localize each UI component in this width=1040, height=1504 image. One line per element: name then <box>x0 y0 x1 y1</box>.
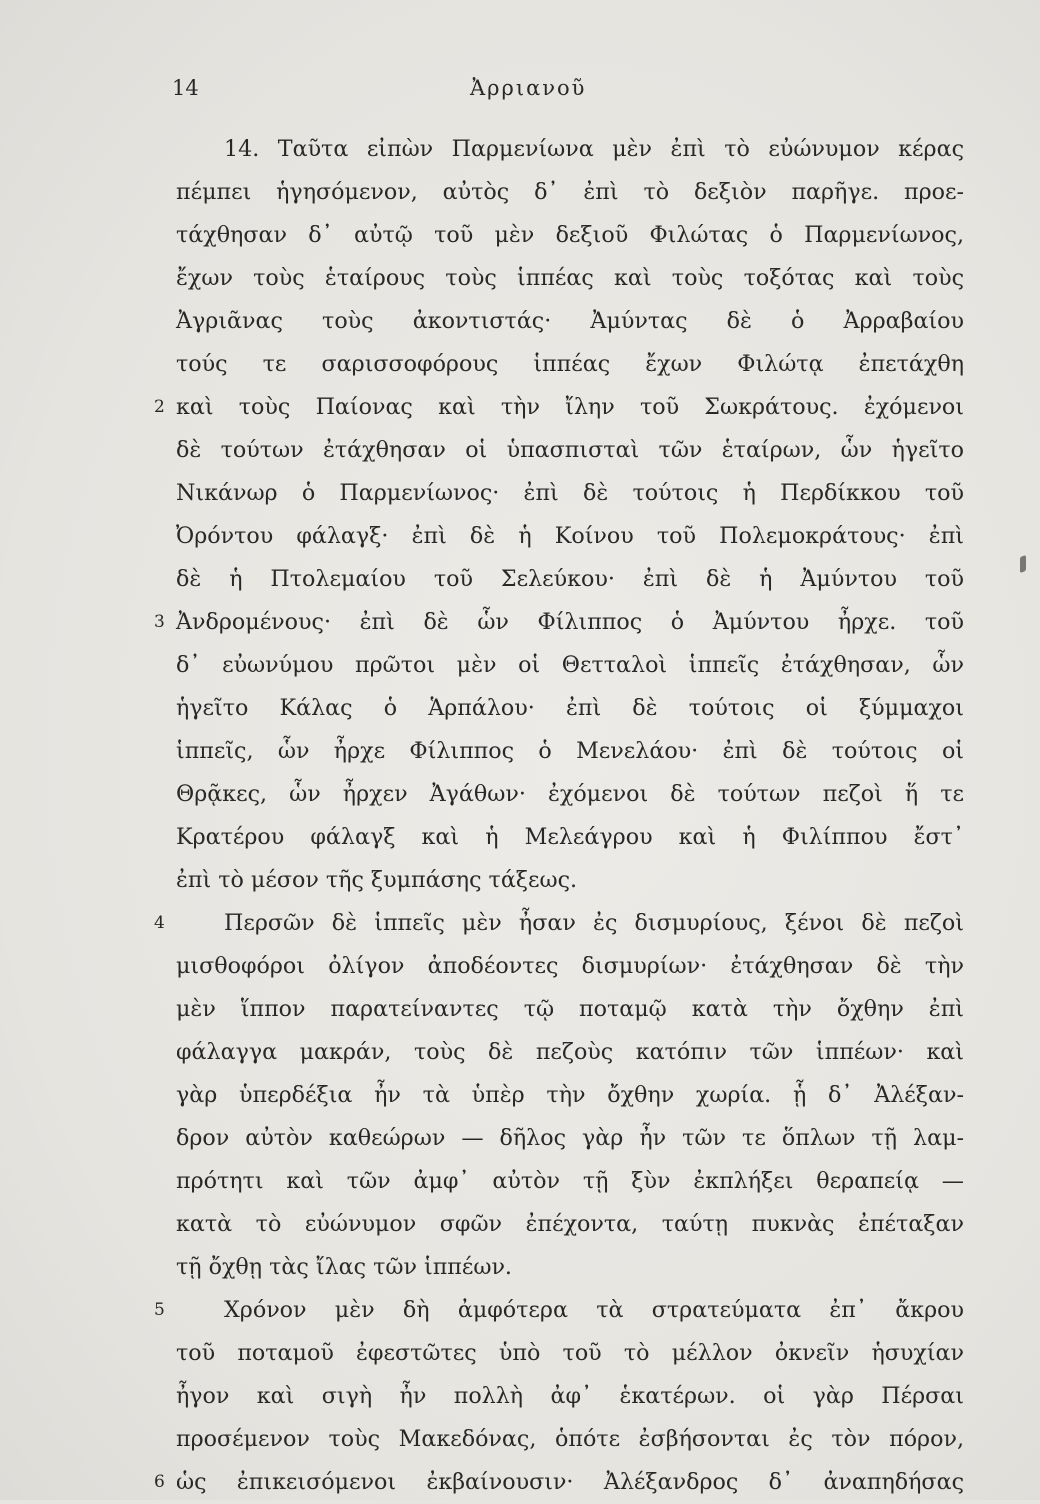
text-line <box>176 816 964 859</box>
text-line <box>176 773 964 816</box>
line-text: δὲ ἡ Πτολεμαίου τοῦ Σελεύκου· ἐπὶ δὲ ἡ Ἀμύντου τοῦ <box>176 566 964 592</box>
line-text: φάλαγγα μακράν, τοὺς δὲ πεζοὺς κατόπιν τῶν ἱππέων· καὶ <box>176 1039 964 1065</box>
margin-mark <box>1020 555 1026 573</box>
line-text: καὶ τοὺς Παίονας καὶ τὴν ἴλην τοῦ Σωκράτους. ἐχόμενοι <box>176 394 964 420</box>
line-text: μὲν ἵππον παρατείναντες τῷ ποταμῷ κατὰ τὴν ὄχθην ἐπὶ <box>176 996 964 1022</box>
line-text: μισθοφόροι ὀλίγον ἀποδέοντες δισμυρίων· ἐτάχθησαν δὲ τὴν <box>176 953 964 979</box>
line-text: προσέμενον τοὺς Μακεδόνας, ὁπότε ἐσβήσονται ἐς τὸν πόρον, <box>176 1426 964 1452</box>
text-line <box>176 515 964 558</box>
line-text: δὲ τούτων ἐτάχθησαν οἱ ὑπασπισταὶ τῶν ἑταίρων, ὧν ἡγεῖτο <box>176 437 964 463</box>
line-text: ἱππεῖς, ὧν ἦρχε Φίλιππος ὁ Μενελάου· ἐπὶ δὲ τούτοις οἱ <box>176 738 964 764</box>
text-line <box>176 300 964 343</box>
line-text: Χρόνον μὲν δὴ ἀμφότερα τὰ στρατεύματα ἐπ᾽ ἄκρου <box>224 1297 964 1323</box>
text-line <box>176 257 964 300</box>
page-number: 14 <box>172 76 199 100</box>
text-line <box>176 1375 964 1418</box>
text-line <box>154 601 964 644</box>
line-text: τούς τε σαρισσοφόρους ἱππέας ἔχων Φιλώτᾳ ἐπετάχθη <box>176 351 964 377</box>
running-head <box>172 76 960 106</box>
text-line <box>154 1289 964 1332</box>
line-text: δ᾽ εὐωνύμου πρῶτοι μὲν οἱ Θετταλοὶ ἱππεῖς ἐτάχθησαν, ὧν <box>176 652 964 678</box>
text-line <box>176 429 964 472</box>
line-text: γὰρ ὑπερδέξια ἦν τὰ ὑπὲρ τὴν ὄχθην χωρία. ᾗ δ᾽ Ἀλέξαν- <box>176 1082 964 1108</box>
line-text: Ἀνδρομένους· ἐπὶ δὲ ὧν Φίλιππος ὁ Ἀμύντου ἦρχε. τοῦ <box>176 609 964 635</box>
line-text: Ὀρόντου φάλαγξ· ἐπὶ δὲ ἡ Κοίνου τοῦ Πολεμοκράτους· ἐπὶ <box>176 523 964 549</box>
line-text: τάχθησαν δ᾽ αὐτῷ τοῦ μὲν δεξιοῦ Φιλώτας ὁ Παρμενίωνος, <box>176 222 964 248</box>
line-text: Κρατέρου φάλαγξ καὶ ἡ Μελεάγρου καὶ ἡ Φιλίππου ἔστ᾽ <box>176 824 964 850</box>
text-line <box>176 988 964 1031</box>
text-line <box>154 386 964 429</box>
text-line <box>176 1418 964 1461</box>
text-line <box>176 1074 964 1117</box>
text-line <box>176 1203 964 1246</box>
line-text: τῇ ὄχθῃ τὰς ἴλας τῶν ἱππέων. <box>176 1254 512 1280</box>
text-line <box>154 902 964 945</box>
line-text: ἐπὶ τὸ μέσον τῆς ξυμπάσης τάξεως. <box>176 867 578 893</box>
text-line <box>176 472 964 515</box>
text-line <box>176 1031 964 1074</box>
text-line <box>176 859 964 902</box>
line-text: 14. Ταῦτα εἰπὼν Παρμενίωνα μὲν ἐπὶ τὸ εὐώνυμον κέρας <box>224 136 964 162</box>
running-head-title: Ἀρριανοῦ <box>470 76 587 100</box>
line-text: ἦγον καὶ σιγὴ ἦν πολλὴ ἀφ᾽ ἑκατέρων. οἱ γὰρ Πέρσαι <box>176 1383 964 1409</box>
text-line <box>176 1246 964 1289</box>
line-text: δρον αὐτὸν καθεώρων — δῆλος γὰρ ἦν τῶν τε ὅπλων τῇ λαμ- <box>176 1125 964 1151</box>
line-text: ἡγεῖτο Κάλας ὁ Ἁρπάλου· ἐπὶ δὲ τούτοις οἱ ξύμμαχοι <box>176 695 964 721</box>
line-text: Θρᾷκες, ὧν ἦρχεν Ἀγάθων· ἐχόμενοι δὲ τούτων πεζοὶ ἥ τε <box>176 781 964 807</box>
line-text: Νικάνωρ ὁ Παρμενίωνος· ἐπὶ δὲ τούτοις ἡ Περδίκκου τοῦ <box>176 480 964 506</box>
text-line <box>176 171 964 214</box>
text-line <box>176 214 964 257</box>
text-body <box>154 128 964 1504</box>
text-line <box>176 945 964 988</box>
text-line <box>176 558 964 601</box>
line-text: κατὰ τὸ εὐώνυμον σφῶν ἐπέχοντα, ταύτῃ πυκνὰς ἐπέταξαν <box>176 1211 964 1237</box>
text-line <box>176 1332 964 1375</box>
text-line <box>176 644 964 687</box>
text-line <box>176 1160 964 1203</box>
text-line <box>176 128 964 171</box>
line-text: Περσῶν δὲ ἱππεῖς μὲν ἦσαν ἐς δισμυρίους, ξένοι δὲ πεζοὶ <box>224 910 964 936</box>
line-text: πέμπει ἡγησόμενον, αὐτὸς δ᾽ ἐπὶ τὸ δεξιὸν παρῆγε. προε- <box>176 179 964 205</box>
line-text: ἔχων τοὺς ἑταίρους τοὺς ἱππέας καὶ τοὺς τοξότας καὶ τοὺς <box>176 265 964 291</box>
section-number: 2 <box>154 397 165 417</box>
text-line <box>176 1117 964 1160</box>
text-line <box>176 687 964 730</box>
text-line <box>154 1461 964 1504</box>
line-text: τοῦ ποταμοῦ ἐφεστῶτες ὑπὸ τοῦ τὸ μέλλον ὀκνεῖν ἡσυχίαν <box>176 1340 964 1366</box>
line-text: πρότητι καὶ τῶν ἀμφ᾽ αὐτὸν τῇ ξὺν ἐκπλήξει θεραπείᾳ — <box>176 1168 964 1194</box>
line-text: Ἀγριᾶνας τοὺς ἀκοντιστάς· Ἀμύντας δὲ ὁ Ἀρραβαίου <box>176 308 964 334</box>
section-number: 4 <box>154 913 165 933</box>
text-line <box>176 730 964 773</box>
section-number: 5 <box>154 1300 165 1320</box>
text-line <box>176 343 964 386</box>
line-text: ὡς ἐπικεισόμενοι ἐκβαίνουσιν· Ἀλέξανδρος δ᾽ ἀναπηδήσας <box>176 1469 964 1495</box>
section-number: 6 <box>154 1472 165 1492</box>
section-number: 3 <box>154 612 165 632</box>
